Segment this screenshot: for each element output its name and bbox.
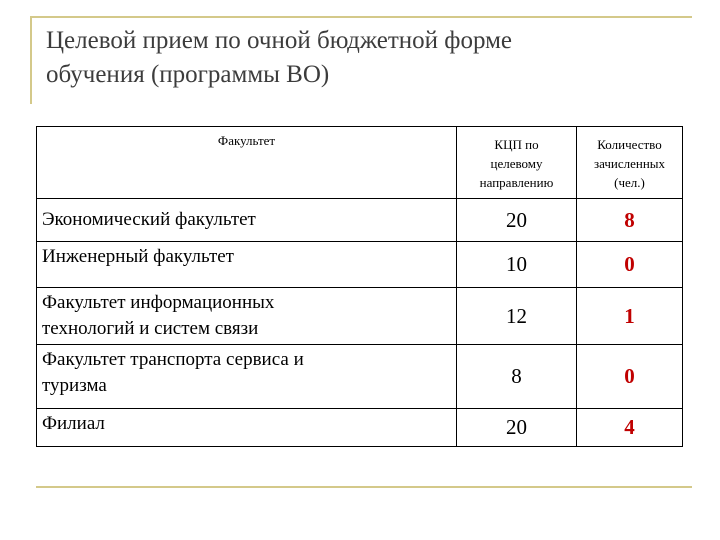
frame-left-line xyxy=(30,16,32,104)
table-row xyxy=(37,242,683,288)
kcp-cell: 20 xyxy=(457,409,577,447)
enrolled-cell: 0 xyxy=(577,242,683,288)
kcp-cell: 10 xyxy=(457,242,577,288)
enrolled-cell: 1 xyxy=(577,288,683,345)
enrolled-cell: 4 xyxy=(577,409,683,447)
faculty-cell: Инженерный факультет xyxy=(37,242,457,288)
table-header-row xyxy=(37,127,683,199)
header-kcp xyxy=(457,127,577,199)
faculty-cell: Экономический факультет xyxy=(37,199,457,242)
slide-title-line-2: обучения (программы ВО) xyxy=(46,61,330,88)
slide-title xyxy=(46,24,686,92)
slide-title-line-1: Целевой прием по очной бюджетной форме xyxy=(46,27,513,54)
faculty-cell: Факультет информационных технологий и систем связи xyxy=(37,288,457,345)
header-kcp-line: КЦП по xyxy=(494,137,539,152)
table-row xyxy=(37,409,683,447)
header-enrolled-line: (чел.) xyxy=(614,175,645,190)
header-faculty: Факультет xyxy=(37,127,457,199)
header-kcp-line: целевому xyxy=(490,156,543,171)
header-enrolled xyxy=(577,127,683,199)
enrolled-cell: 8 xyxy=(577,199,683,242)
faculty-cell: Филиал xyxy=(37,409,457,447)
kcp-cell: 8 xyxy=(457,345,577,409)
table-row xyxy=(37,199,683,242)
frame-top-line xyxy=(30,16,692,18)
kcp-cell: 12 xyxy=(457,288,577,345)
header-enrolled-line: Количество xyxy=(597,137,662,152)
enrollment-table xyxy=(36,126,683,447)
header-kcp-line: направлению xyxy=(479,175,554,190)
frame-bottom-line xyxy=(36,486,692,488)
table-row xyxy=(37,288,683,345)
kcp-cell: 20 xyxy=(457,199,577,242)
table-row xyxy=(37,345,683,409)
header-enrolled-line: зачисленных xyxy=(593,156,666,171)
faculty-cell: Факультет транспорта сервиса и туризма xyxy=(37,345,457,409)
enrolled-cell: 0 xyxy=(577,345,683,409)
